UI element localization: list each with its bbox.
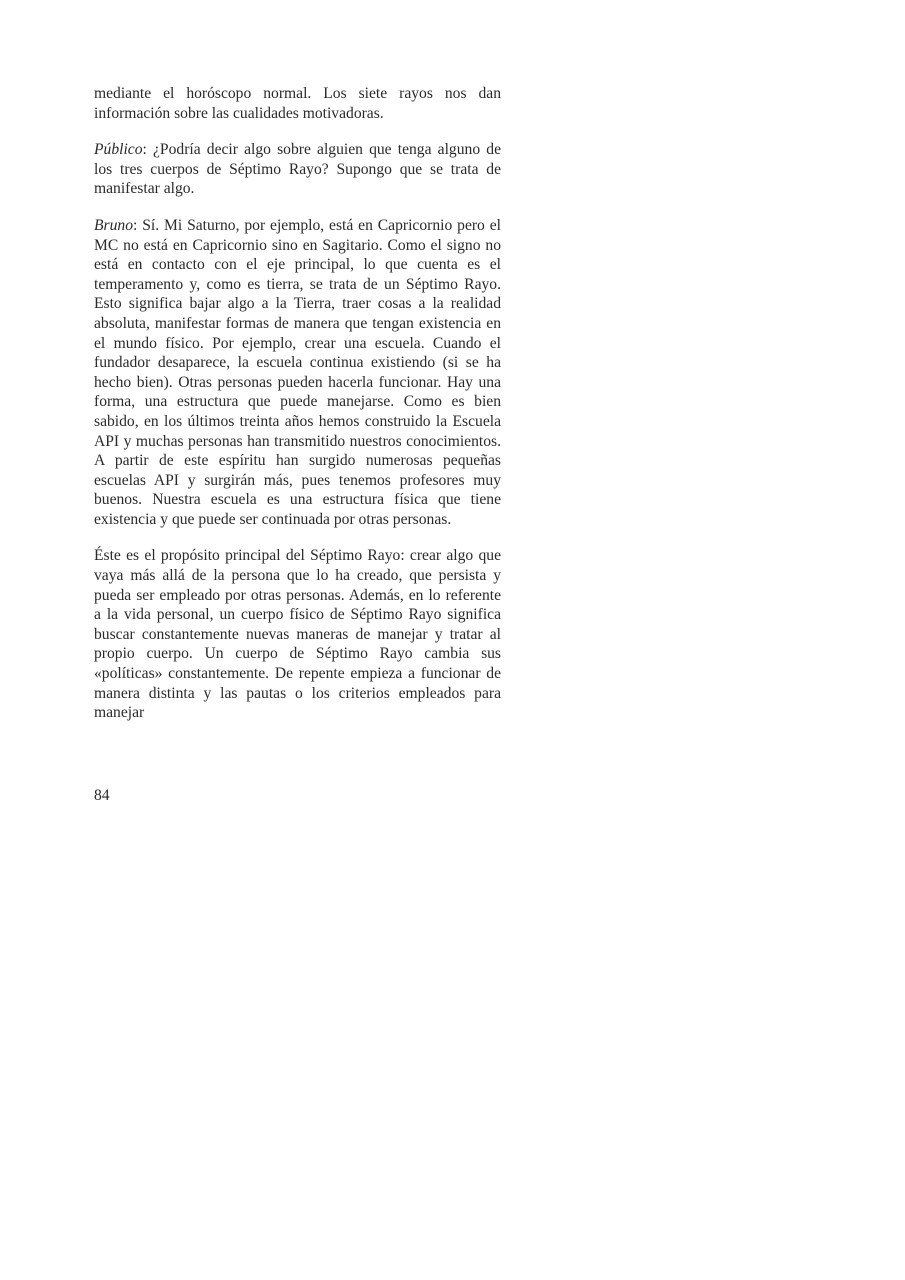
dialogue-paragraph	[94, 140, 501, 199]
dialogue-paragraph	[94, 216, 501, 530]
paragraph-text: mediante el horóscopo normal. Los siete rayos nos dan información sobre las cualidades motivadoras.	[94, 85, 501, 122]
page-number: 84	[94, 787, 110, 804]
text-column	[94, 84, 501, 723]
speaker-name: Público	[94, 141, 143, 159]
paragraph-text: : ¿Podría decir algo sobre alguien que tenga alguno de los tres cuerpos de Séptimo Rayo? Supongo que se trata de manifestar algo.	[94, 141, 501, 198]
paragraph-text: : Sí. Mi Saturno, por ejemplo, está en Capricornio pero el MC no está en Capricornio sino en Sagitario. Como el signo no está en contacto con el eje principal, lo que cuenta es el temperamento y, como es tierra, se trata de un Séptimo Rayo. Esto significa bajar algo a la Tierra, traer cosas a la realidad absoluta, manifestar formas de manera que tengan existencia en el mundo físico. Por ejemplo, crear una escuela. Cuando el fundador desaparece, la escuela continua existiendo (si se ha hecho bien). Otras personas pueden hacerla funcionar. Hay una forma, una estructura que puede manejarse. Como es bien sabido, en los últimos treinta años hemos construido la Escuela API y muchas personas han transmitido nuestros conocimientos. A partir de este espíritu han surgido numerosas pequeñas escuelas API y surgirán más, pues tenemos profesores muy buenos. Nuestra escuela es una estructura física que tiene existencia y que puede ser continuada por otras personas.	[94, 216, 501, 528]
paragraph	[94, 84, 501, 123]
paragraph-text: Éste es el propósito principal del Séptimo Rayo: crear algo que vaya más allá de la persona que lo ha creado, que persista y pueda ser empleado por otras personas. Además, en lo referente a la vida personal, un cuerpo físico de Séptimo Rayo significa buscar constantemente nuevas maneras de manejar y tratar al propio cuerpo. Un cuerpo de Séptimo Rayo cambia sus «políticas» constantemente. De repente empieza a funcionar de manera distinta y las pautas o los criterios empleados para manejar	[94, 547, 501, 722]
speaker-name: Bruno	[94, 216, 133, 234]
paragraph	[94, 546, 501, 722]
